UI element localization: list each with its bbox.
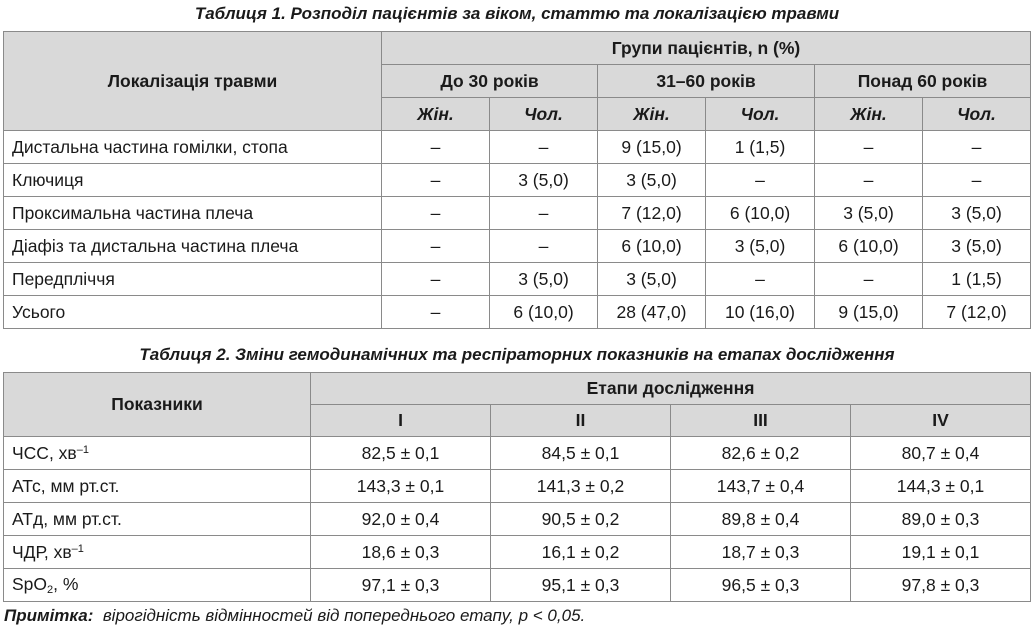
sex-header: Жін.	[815, 98, 923, 131]
stage-header: IV	[851, 405, 1031, 437]
hemodynamic-table	[3, 372, 1031, 602]
table-cell: 7 (12,0)	[923, 296, 1031, 329]
table-cell: 97,1 ± 0,3	[311, 569, 491, 602]
patient-distribution-table	[3, 31, 1031, 329]
table-cell: 3 (5,0)	[598, 164, 706, 197]
table-cell: –	[923, 164, 1031, 197]
row-label	[4, 437, 311, 470]
footnote-text: вірогідність відмінностей від попереднього етапу, p < 0,05.	[102, 606, 586, 625]
table-cell: 3 (5,0)	[706, 230, 815, 263]
table-cell: 82,5 ± 0,1	[311, 437, 491, 470]
subscript: 2	[47, 584, 54, 596]
table-cell: –	[815, 263, 923, 296]
age-group-header: 31–60 років	[598, 65, 815, 98]
table-row	[4, 131, 1031, 164]
table-cell: 9 (15,0)	[598, 131, 706, 164]
stage-header: II	[491, 405, 671, 437]
age-group-header: Понад 60 років	[815, 65, 1031, 98]
table-cell: 143,7 ± 0,4	[671, 470, 851, 503]
table-cell: –	[815, 164, 923, 197]
row-label: Усього	[4, 296, 382, 329]
table-cell: 19,1 ± 0,1	[851, 536, 1031, 569]
table-cell: –	[490, 230, 598, 263]
indicator-name: SpO	[12, 574, 48, 594]
table-cell: –	[490, 131, 598, 164]
row-label: Передпліччя	[4, 263, 382, 296]
table-cell: 82,6 ± 0,2	[671, 437, 851, 470]
table-cell: 96,5 ± 0,3	[671, 569, 851, 602]
table-row	[4, 536, 1031, 569]
table-cell: 6 (10,0)	[815, 230, 923, 263]
table-cell: 1 (1,5)	[923, 263, 1031, 296]
indicator-name: АТс, мм рт.ст.	[12, 475, 120, 496]
sex-header: Чол.	[490, 98, 598, 131]
table-cell: 3 (5,0)	[598, 263, 706, 296]
table-cell: –	[706, 164, 815, 197]
table-row	[4, 197, 1031, 230]
indicator-name: АТд, мм рт.ст.	[12, 508, 122, 529]
table-cell: 92,0 ± 0,4	[311, 503, 491, 536]
table-cell: 10 (16,0)	[706, 296, 815, 329]
table-cell: 6 (10,0)	[598, 230, 706, 263]
table-cell: 84,5 ± 0,1	[491, 437, 671, 470]
table-cell: –	[382, 263, 490, 296]
row-header-localization: Локалізація травми	[4, 32, 382, 131]
unit-superscript: –1	[71, 542, 84, 555]
unit-suffix: , %	[53, 574, 79, 594]
row-header-indicators: Показники	[4, 373, 311, 437]
table-row	[4, 569, 1031, 602]
table-cell: 18,6 ± 0,3	[311, 536, 491, 569]
stages-header: Етапи дослідження	[311, 373, 1031, 405]
stage-header: I	[311, 405, 491, 437]
table-cell: 28 (47,0)	[598, 296, 706, 329]
table-cell: 80,7 ± 0,4	[851, 437, 1031, 470]
table-row	[4, 470, 1031, 503]
table-row	[4, 503, 1031, 536]
table-cell: 18,7 ± 0,3	[671, 536, 851, 569]
table-cell: –	[815, 131, 923, 164]
row-label: Проксимальна частина плеча	[4, 197, 382, 230]
table1-caption: Таблиця 1. Розподіл пацієнтів за віком, статтю та локалізацією травми	[194, 4, 840, 23]
table-cell: 90,5 ± 0,2	[491, 503, 671, 536]
table-cell: 97,8 ± 0,3	[851, 569, 1031, 602]
group-header: Групи пацієнтів, n (%)	[382, 32, 1031, 65]
table-row	[4, 296, 1031, 329]
footnote	[4, 605, 585, 627]
table-cell: 3 (5,0)	[923, 230, 1031, 263]
table-cell: 95,1 ± 0,3	[491, 569, 671, 602]
table-cell: 16,1 ± 0,2	[491, 536, 671, 569]
table-cell: 7 (12,0)	[598, 197, 706, 230]
table-cell: 6 (10,0)	[706, 197, 815, 230]
table-row	[4, 263, 1031, 296]
table-row	[4, 164, 1031, 197]
sex-header: Жін.	[598, 98, 706, 131]
row-label	[4, 569, 311, 602]
table2-caption: Таблиця 2. Зміни гемодинамічних та респіраторних показників на етапах дослідження	[139, 345, 895, 364]
row-label	[4, 503, 311, 536]
row-label	[4, 470, 311, 503]
table-cell: –	[382, 197, 490, 230]
unit-superscript: –1	[76, 443, 89, 456]
row-label: Діафіз та дистальна частина плеча	[4, 230, 382, 263]
table-cell: –	[706, 263, 815, 296]
sex-header: Чол.	[923, 98, 1031, 131]
sex-header: Жін.	[382, 98, 490, 131]
table-cell: 3 (5,0)	[490, 263, 598, 296]
table-cell: 1 (1,5)	[706, 131, 815, 164]
age-group-header: До 30 років	[382, 65, 598, 98]
table-cell: 143,3 ± 0,1	[311, 470, 491, 503]
indicator-name: ЧДР, хв	[12, 541, 72, 562]
table-cell: 3 (5,0)	[815, 197, 923, 230]
table-row	[4, 437, 1031, 470]
table-cell: –	[923, 131, 1031, 164]
table-cell: –	[382, 131, 490, 164]
table-row	[4, 230, 1031, 263]
table-cell: 141,3 ± 0,2	[491, 470, 671, 503]
table-cell: 89,8 ± 0,4	[671, 503, 851, 536]
sex-header: Чол.	[706, 98, 815, 131]
table-cell: 3 (5,0)	[490, 164, 598, 197]
table-cell: 89,0 ± 0,3	[851, 503, 1031, 536]
stage-header: III	[671, 405, 851, 437]
table-cell: –	[382, 296, 490, 329]
indicator-name: ЧСС, хв	[12, 442, 77, 463]
table-cell: 144,3 ± 0,1	[851, 470, 1031, 503]
table-cell: –	[382, 230, 490, 263]
table-cell: 9 (15,0)	[815, 296, 923, 329]
table-cell: –	[382, 164, 490, 197]
table-cell: –	[490, 197, 598, 230]
row-label: Дистальна частина гомілки, стопа	[4, 131, 382, 164]
table-cell: 6 (10,0)	[490, 296, 598, 329]
row-label	[4, 536, 311, 569]
footnote-label: Примітка:	[4, 606, 94, 625]
table-cell: 3 (5,0)	[923, 197, 1031, 230]
row-label: Ключиця	[4, 164, 382, 197]
